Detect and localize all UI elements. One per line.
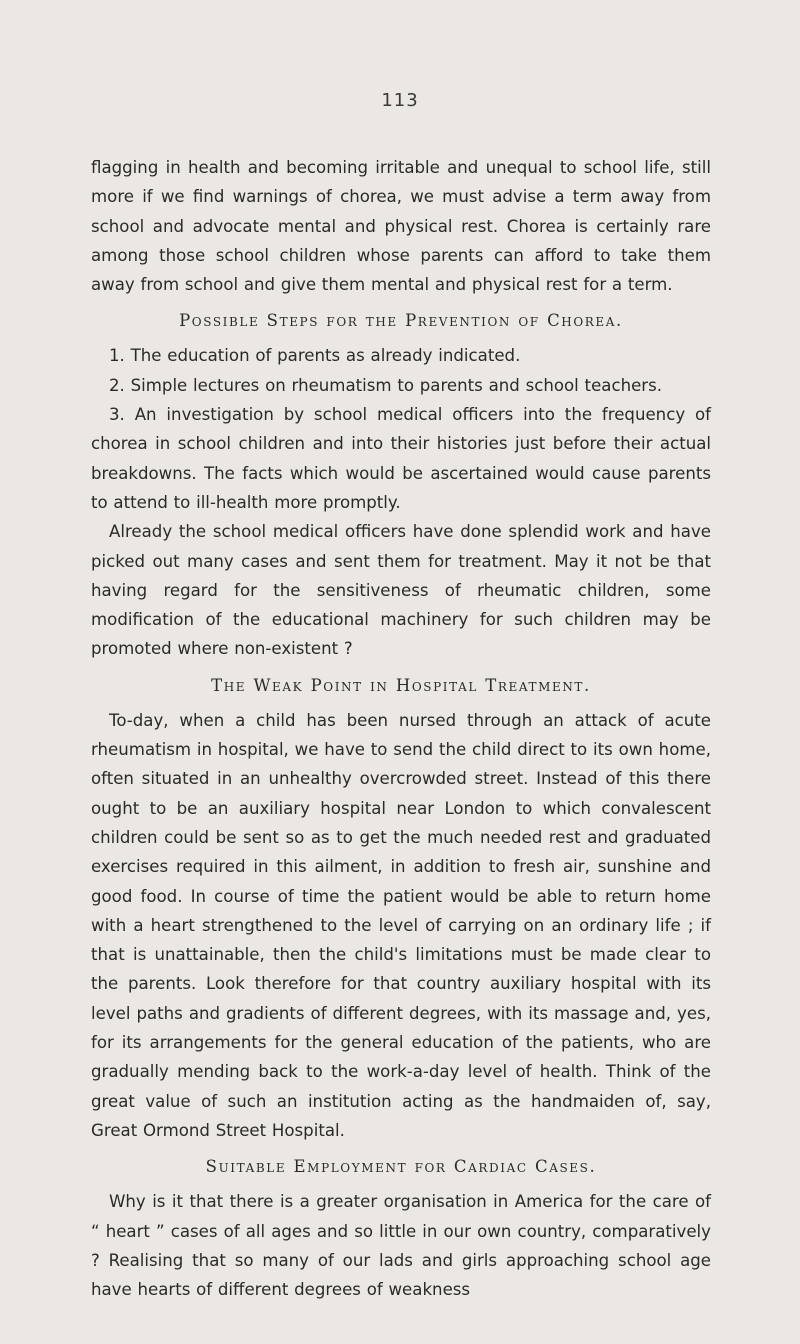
heading-cardiac-employment: Suitable Employment for Cardiac Cases. xyxy=(205,1157,597,1177)
paragraph-chorea-rest: flagging in health and becoming irritable and unequal to school life, still more if we find warnings of chorea, we must advise a term away from school and advocate mental and physical rest. Chorea is certainly rare among those school children whose parents can afford to take them away from school and give them mental and physical rest for a term. xyxy=(91,158,711,295)
page-body xyxy=(91,153,711,1304)
paragraph-school-medical-officers: Already the school medical officers have done splendid work and have picked out many cases and sent them for treatment. May it not be that having regard for the sensitiveness of rheumatic children, some modification of the educational machinery for such children may be promoted where non-existent ? xyxy=(91,522,711,659)
heading-hospital-treatment: The Weak Point in Hospital Treatment. xyxy=(211,675,591,695)
list-item-investigation: 3. An investigation by school medical officers into the frequency of chorea in school children and into their histories just before their actual breakdowns. The facts which would be ascertained would cause parents to attend to ill-health more promptly. xyxy=(91,405,711,512)
paragraph-heart-cases: Why is it that there is a greater organisation in America for the care of “ heart ” cases of all ages and so little in our own country, comparatively ? Realising that so many of our lads and girls approaching school age have hearts of different degrees of weakness xyxy=(91,1192,711,1300)
page-number: 113 xyxy=(381,90,419,111)
heading-prevention-of-chorea: Possible Steps for the Prevention of Chorea. xyxy=(179,311,623,331)
list-item-lectures: 2. Simple lectures on rheumatism to parents and school teachers. xyxy=(109,375,663,395)
list-item-education: 1. The education of parents as already indicated. xyxy=(109,346,521,366)
paragraph-auxiliary-hospital: To-day, when a child has been nursed through an attack of acute rheumatism in hospital, we have to send the child direct to its own home, often situated in an unhealthy overcrowded street. Instead of this there ought to be an auxiliary hospital near London to which convalescent children could be sent so as to get the much needed rest and graduated exercises required in this ailment, in addition to fresh air, sunshine and good food. In course of time the patient would be able to return home with a heart strengthened to the level of carrying on an ordinary life ; if that is unattainable, then the child's limitations must be made clear to the parents. Look therefore for that country auxiliary hospital with its level paths and gradients of different degrees, with its massage and, yes, for its arrangements for the general education of the patients, who are gradually mending back to the work-a-day level of health. Think of the great value of such an institution acting as the handmaiden of, say, Great Ormond Street Hospital. xyxy=(91,710,711,1140)
